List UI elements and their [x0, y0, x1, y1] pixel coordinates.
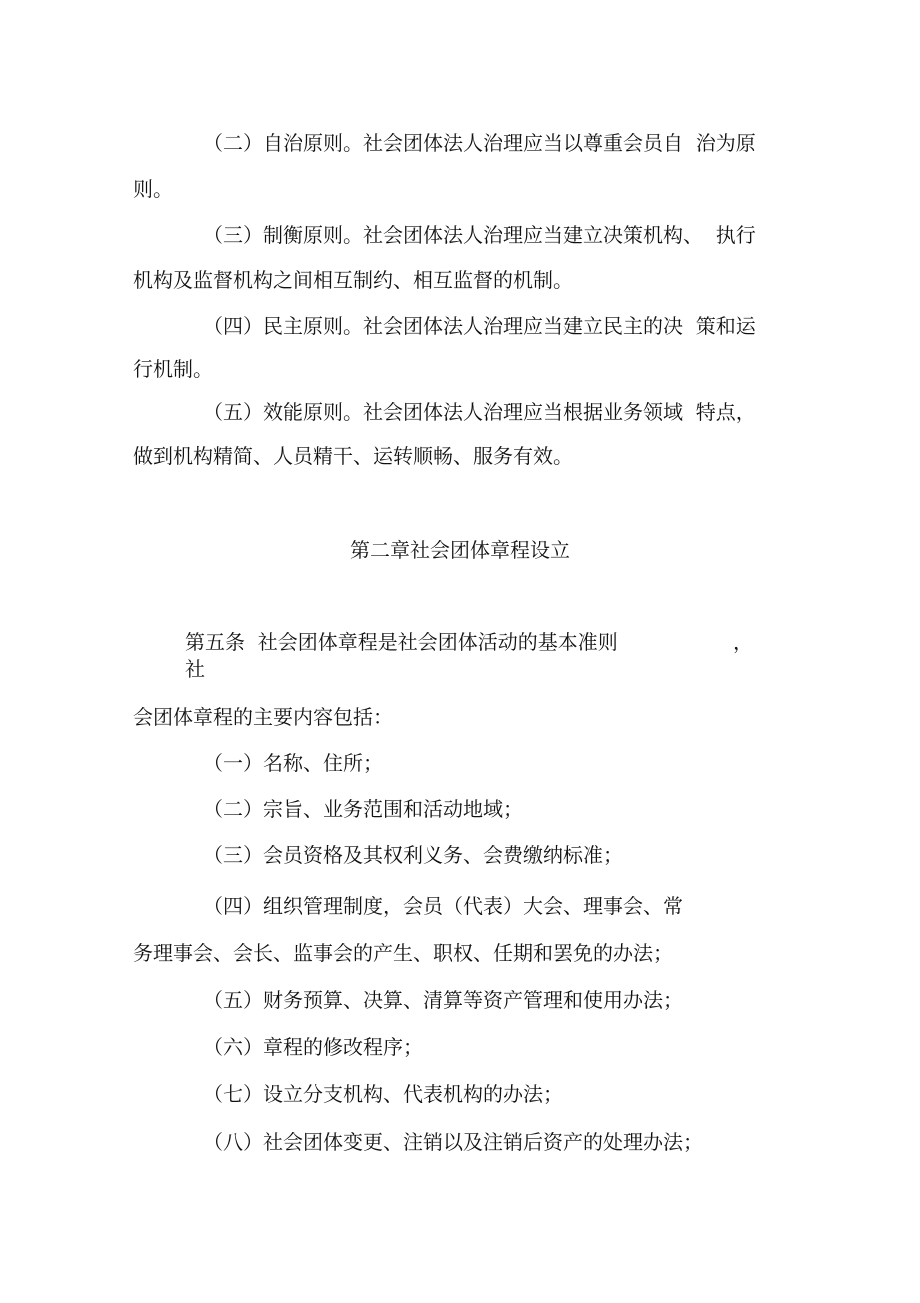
- chapter-title: 第二章社会团体章程设立: [350, 538, 570, 562]
- list-item: （六）章程的修改程序；: [203, 1035, 423, 1059]
- principle-2-line-2: 则。: [133, 177, 173, 201]
- list-item: （八）社会团体变更、注销以及注销后资产的处理办法；: [203, 1130, 703, 1154]
- principle-3-line-1: （三）制衡原则。社会团体法人治理应当建立决策机构、 执行: [203, 223, 756, 247]
- list-item: （七）设立分支机构、代表机构的办法；: [203, 1082, 563, 1106]
- list-item: （一）名称、住所；: [203, 751, 383, 775]
- list-item: （三）会员资格及其权利义务、会费缴纳标准；: [203, 843, 623, 867]
- list-item: （二）宗旨、业务范围和活动地域；: [203, 797, 523, 821]
- list-item-continuation: 务理事会、会长、监事会的产生、职权、任期和罢免的办法；: [133, 941, 673, 965]
- principle-3-line-2: 机构及监督机构之间相互制约、相互监督的机制。: [133, 268, 573, 292]
- article-5-comma: ，: [733, 630, 753, 654]
- principle-5-line-1: （五）效能原则。社会团体法人治理应当根据业务领域 特点，: [203, 400, 756, 424]
- principle-4-line-1: （四）民主原则。社会团体法人治理应当建立民主的决 策和运: [203, 314, 756, 338]
- list-item: （四）组织管理制度，会员（代表）大会、理事会、常: [203, 894, 683, 918]
- list-item: （五）财务预算、决算、清算等资产管理和使用办法；: [203, 988, 683, 1012]
- article-5-line-2: 会团体章程的主要内容包括：: [133, 705, 393, 729]
- principle-5-line-2: 做到机构精简、人员精干、运转顺畅、服务有效。: [133, 444, 573, 468]
- article-5-line-1-tail: 社: [185, 657, 205, 681]
- principle-4-line-2: 行机制。: [133, 357, 213, 381]
- principle-2-line-1: （二）自治原则。社会团体法人治理应当以尊重会员自 治为原: [203, 131, 756, 155]
- article-5-line-1: 第五条 社会团体章程是社会团体活动的基本准则: [185, 630, 618, 654]
